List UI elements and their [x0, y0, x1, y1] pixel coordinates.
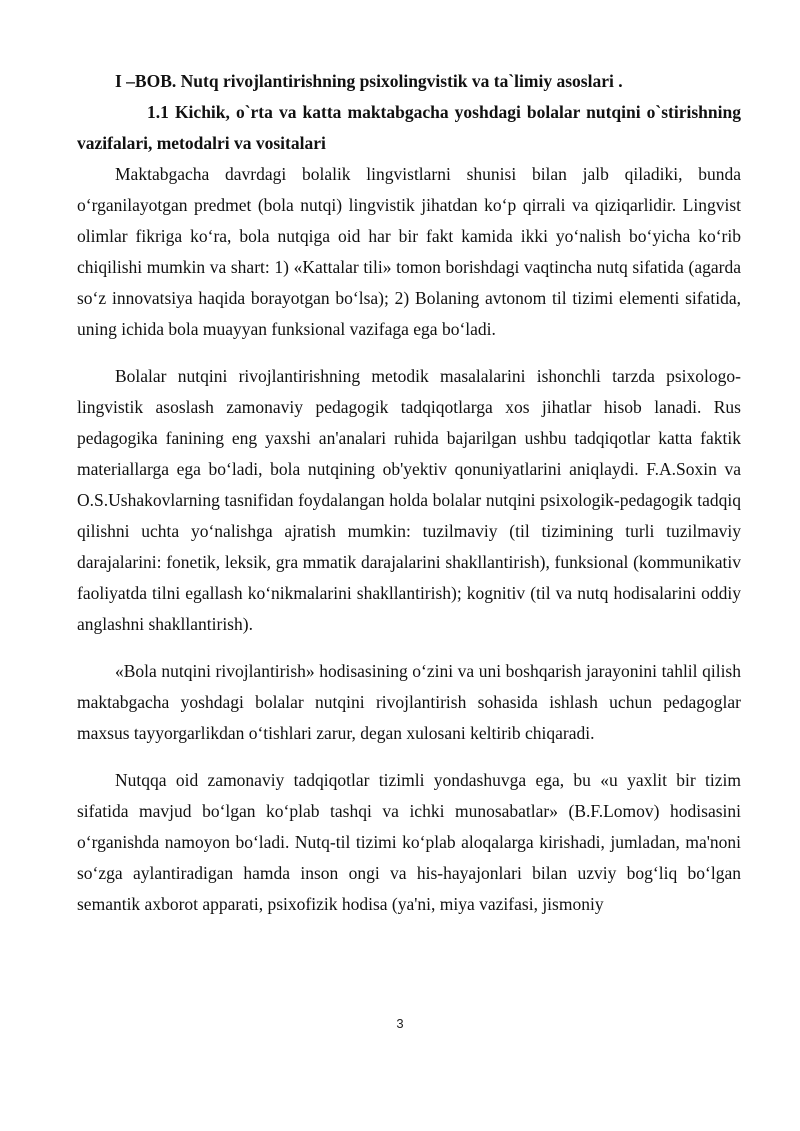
- paragraph-4: Nutqqa oid zamonaviy tadqiqotlar tizimli yondashuvga ega, bu «u yaxlit bir tizim sifatida mavjud bo‘lgan ko‘plab tashqi va ichki munosabatlar» (B.F.Lomov) hodisasini o‘rganishda namoyon bo‘ladi. Nutq-til tizimi ko‘plab aloqalarga kirishadi, jumladan, ma'noni so‘zga aylantiradigan hamda inson ongi va his-hayajonlari bilan uzviy bog‘liq bo‘lgan semantik axborot apparati, psixofizik hodisa (ya'ni, miya vazifasi, jismoniy: [77, 770, 741, 914]
- paragraph-2: Bolalar nutqini rivojlantirishning metodik masalalarini ishonchli tarzda psixologo-lingvistik asoslash zamonaviy pedagogik tadqiqotlarga xos jihatlar hisob lanadi. Rus pedagogika fanining eng yaxshi an'analari ruhida bajarilgan ushbu tadqiqotlar katta faktik materiallarga ega bo‘ladi, bola nutqining ob'yektiv qonuniyatlarini aniqlaydi. F.A.Soxin va O.S.Ushakovlarning tasnifidan foydalangan holda bolalar nutqini psixologik-pedagogik tadqiq qilishni uchta yo‘nalishga ajratish mumkin: tuzilmaviy (til tizimining turli tuzilmaviy darajalarini: fonetik, leksik, gra mmatik darajalarini shakllantirish), funksional (kommunikativ faoliyatda tilni egallash ko‘nikmalarini shakllantirish); kognitiv (til va nutq hodisalarini oddiy anglashni shakllantirish).: [77, 366, 741, 634]
- page-number: 3: [396, 1016, 404, 1031]
- paragraph-1: Maktabgacha davrdagi bolalik lingvistlarni shunisi bilan jalb qiladiki, bunda o‘rganilayotgan predmet (bola nutqi) lingvistik jihatdan ko‘p qirrali va qiziqarlidir. Lingvist olimlar fikriga ko‘ra, bola nutqiga oid har bir fakt kamida ikki yo‘nalish bo‘yicha ko‘rib chiqilishi mumkin va shart: 1) «Kattalar tili» tomon borishdagi vaqtincha nutq sifatida (agarda so‘z innovatsiya haqida borayotgan bo‘lsa); 2) Bolaning avtonom til tizimi elementi sifatida, uning ichida bola muayyan funksional vazifaga ega bo‘ladi.: [77, 164, 741, 339]
- chapter-title: I –BOB. Nutq rivojlantirishning psixolingvistik va ta`limiy asoslari .: [115, 71, 623, 91]
- paragraph-3: «Bola nutqini rivojlantirish» hodisasining o‘zini va uni boshqarish jarayonini tahlil qilish maktabgacha yoshdagi bolalar nutqini rivojlantirish sohasida ishlash uchun pedagoglar maxsus tayyorgarlikdan o‘tishlari zarur, degan xulosani keltirib chiqaradi.: [77, 661, 741, 743]
- page-content: [77, 66, 741, 920]
- section-title: 1.1 Kichik, o`rta va katta maktabgacha yoshdagi bolalar nutqini o`stirishning vazifalari, metodalri va vositalari: [77, 102, 741, 153]
